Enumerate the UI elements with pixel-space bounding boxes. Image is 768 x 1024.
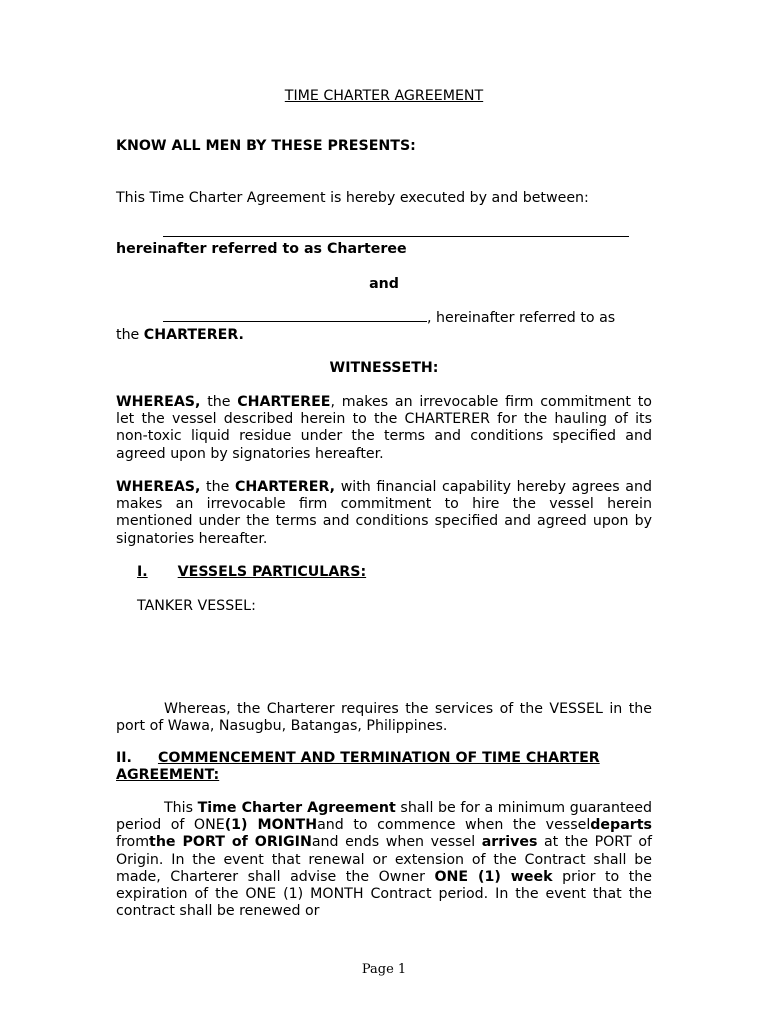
section-2-heading: II. COMMENCEMENT AND TERMINATION OF TIME CHARTER AGREEMENT:: [116, 750, 600, 784]
intro-paragraph: This Time Charter Agreement is hereby executed by and between:: [116, 190, 589, 206]
whereas-paragraph-3: Whereas, the Charterer requires the services of the VESSEL in the port of Wawa, Nasugbu, Batangas, Philippines.: [116, 701, 652, 735]
whereas-paragraph-1: WHEREAS, the CHARTEREE, makes an irrevocable firm commitment to let the vessel described herein to the CHARTERER for the hauling of its non-toxic liquid residue under the terms and conditions specified and agreed upon by signatories hereafter.: [116, 394, 652, 462]
charteree-reference: hereinafter referred to as Charteree: [116, 241, 407, 257]
section-1-heading: I. VESSELS PARTICULARS:: [137, 564, 367, 580]
tanker-vessel-label: TANKER VESSEL:: [137, 598, 256, 614]
charterer-blank-line: [163, 309, 427, 322]
and-separator: and: [369, 276, 399, 292]
whereas-paragraph-2: WHEREAS, the CHARTERER, with financial capability hereby agrees and makes an irrevocable firm commitment to hire the vessel herein mentioned under the terms and conditions specified and agreed upon by signatories hereafter.: [116, 479, 652, 547]
document-title: TIME CHARTER AGREEMENT: [284, 88, 484, 104]
witnesseth-heading: WITNESSETH:: [329, 360, 439, 376]
commencement-paragraph: This Time Charter Agreement shall be for a minimum guaranteed period of ONE(1) MONTHand to commence when the vesseldeparts fromthe PORT of ORIGINand ends when vessel arrives at the PORT of Origin. In the event that renewal or extension of the Contract shall be made, Charterer shall advise the Owner ONE (1) week prior to the expiration of the ONE (1) MONTH Contract period. In the event that the contract shall be renewed or: [116, 800, 653, 920]
charteree-blank-line: [163, 224, 629, 242]
know-all-heading: KNOW ALL MEN BY THESE PRESENTS:: [116, 138, 416, 154]
charterer-reference: , hereinafter referred to as the CHARTERER.: [116, 310, 616, 344]
page-number: Page 1: [361, 962, 407, 977]
